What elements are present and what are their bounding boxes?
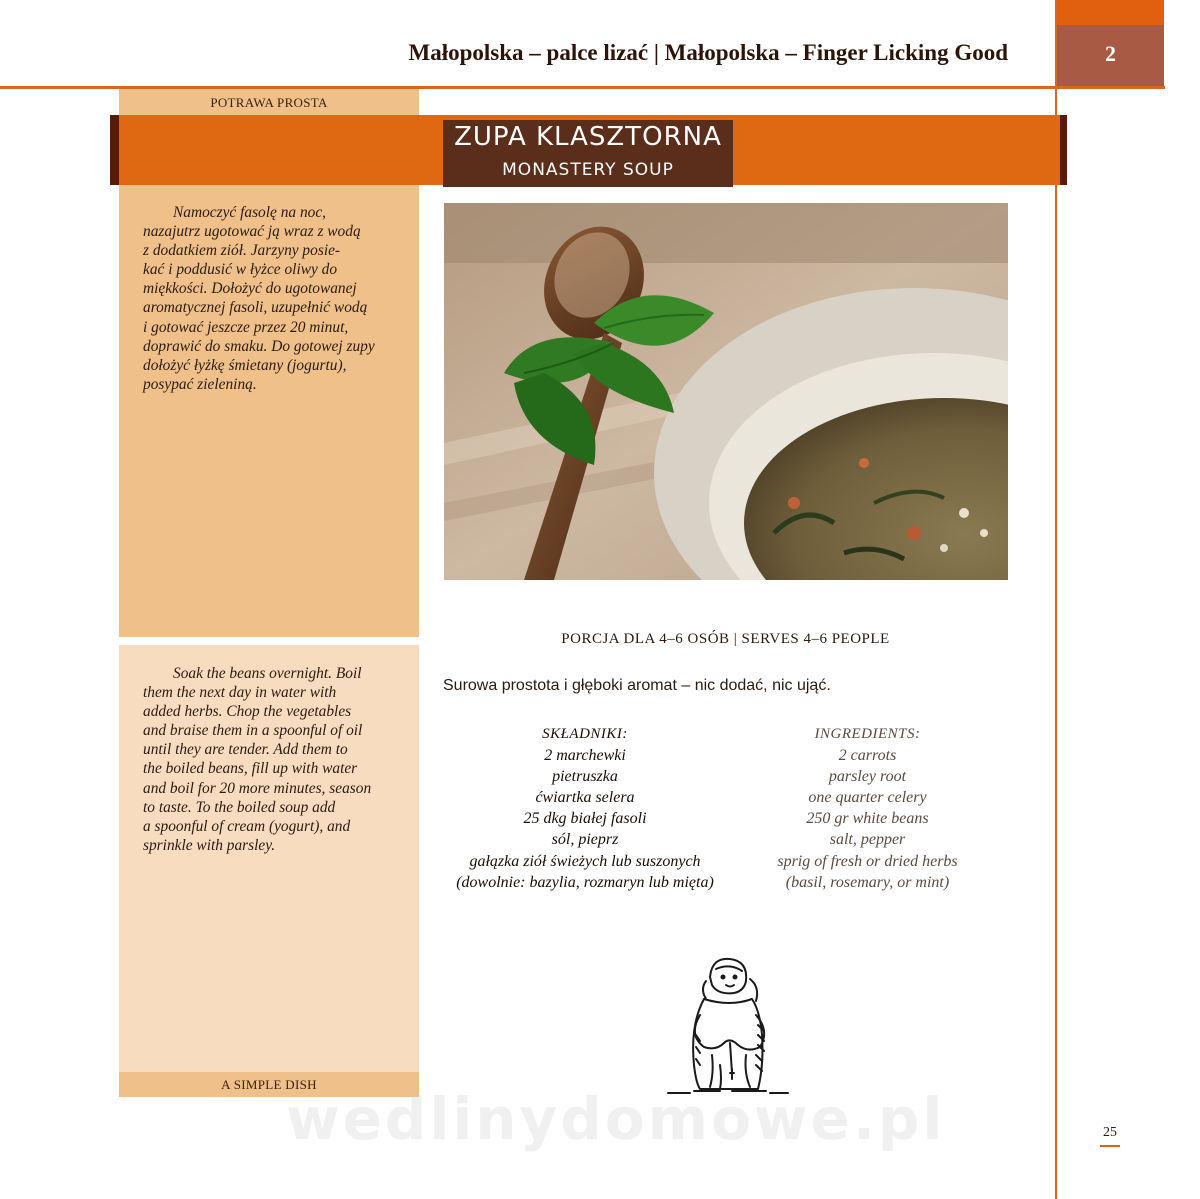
- recipe-title-box: [443, 120, 733, 187]
- ingredient-item: salt, pepper: [829, 831, 906, 849]
- ingredient-item: pietruszka: [552, 768, 618, 786]
- ingredient-item: 25 dkg białej fasoli: [523, 810, 647, 828]
- running-title: Małopolska – palce lizać | Małopolska – Finger Licking Good: [408, 40, 1008, 65]
- instructions-pl: [143, 203, 401, 394]
- instruction-line: added herbs. Chop the vegetables: [143, 703, 352, 721]
- ingredients-heading-pl: SKŁADNIKI:: [542, 726, 628, 742]
- chapter-tab: [1057, 25, 1164, 86]
- instruction-line: sprinkle with parsley.: [143, 836, 276, 854]
- soup-photo: [444, 203, 1008, 580]
- ingredient-item: one quarter celery: [808, 789, 927, 807]
- instruction-line: and boil for 20 more minutes, season: [143, 779, 372, 797]
- ingredient-item: (dowolnie: bazylia, rozmaryn lub mięta): [456, 873, 714, 891]
- ingredient-item: sprig of fresh or dried herbs: [777, 852, 958, 870]
- instruction-line: posypać zieleniną.: [143, 375, 257, 393]
- instruction-line: them the next day in water with: [143, 684, 337, 702]
- recipe-tagline: Surowa prostota i głęboki aromat – nic dodać, nic ująć.: [443, 677, 831, 694]
- instruction-line: i gotować jeszcze przez 20 minut,: [143, 318, 349, 336]
- chapter-number: 2: [1105, 41, 1116, 66]
- ingredient-item: sól, pieprz: [551, 831, 619, 849]
- ingredient-item: gałązka ziół świeżych lub suszonych: [469, 852, 701, 870]
- page-number: 25: [1103, 1125, 1117, 1140]
- sidebar-label-pl: POTRAWA PROSTA: [210, 95, 328, 110]
- instruction-line: kać i poddusić w łyżce oliwy do: [143, 261, 338, 279]
- ingredients-en: [740, 724, 995, 893]
- servings-text: PORCJA DLA 4–6 OSÓB | SERVES 4–6 PEOPLE: [561, 631, 890, 647]
- monk-illustration: [660, 955, 795, 1097]
- ingredients-pl: [430, 724, 740, 893]
- instruction-line: the boiled beans, fill up with water: [143, 760, 358, 778]
- instruction-line: nazajutrz ugotować ją wraz z wodą: [143, 223, 361, 241]
- page-number-rule: [1100, 1145, 1120, 1147]
- instruction-line: Namoczyć fasolę na noc,: [173, 204, 327, 221]
- banner-cap-left: [110, 115, 119, 185]
- ingredient-item: (basil, rosemary, or mint): [785, 873, 950, 891]
- instruction-line: doprawić do smaku. Do gotowej zupy: [143, 337, 375, 355]
- ingredient-item: 250 gr white beans: [806, 810, 929, 828]
- instruction-line: dołożyć łyżkę śmietany (jogurtu),: [143, 356, 347, 374]
- instruction-line: a spoonful of cream (yogurt), and: [143, 817, 351, 835]
- recipe-title-pl: ZUPA KLASZTORNA: [454, 122, 722, 152]
- watermark: wedlinydomowe.pl: [286, 1085, 946, 1153]
- instruction-line: z dodatkiem ziół. Jarzyny posie-: [143, 242, 341, 260]
- ingredient-item: 2 marchewki: [544, 747, 626, 765]
- chapter-tab-accent: [1057, 0, 1164, 25]
- instruction-line: miękkości. Dołożyć do ugotowanej: [143, 280, 357, 298]
- instructions-en: [143, 664, 401, 855]
- banner-cap-right: [1060, 115, 1067, 185]
- instruction-line: until they are tender. Add them to: [143, 741, 348, 759]
- sidebar-label-en: A SIMPLE DISH: [221, 1077, 317, 1092]
- instruction-line: and braise them in a spoonful of oil: [143, 722, 363, 740]
- ingredients-heading-en: INGREDIENTS:: [814, 726, 921, 742]
- recipe-title-en: MONASTERY SOUP: [502, 160, 674, 180]
- instruction-line: to taste. To the boiled soup add: [143, 798, 336, 816]
- ingredient-item: 2 carrots: [838, 747, 897, 765]
- instruction-line: Soak the beans overnight. Boil: [173, 665, 362, 682]
- ingredient-item: parsley root: [828, 768, 907, 786]
- instruction-line: aromatycznej fasoli, uzupełnić wodą: [143, 299, 368, 317]
- ingredient-item: ćwiartka selera: [535, 789, 635, 807]
